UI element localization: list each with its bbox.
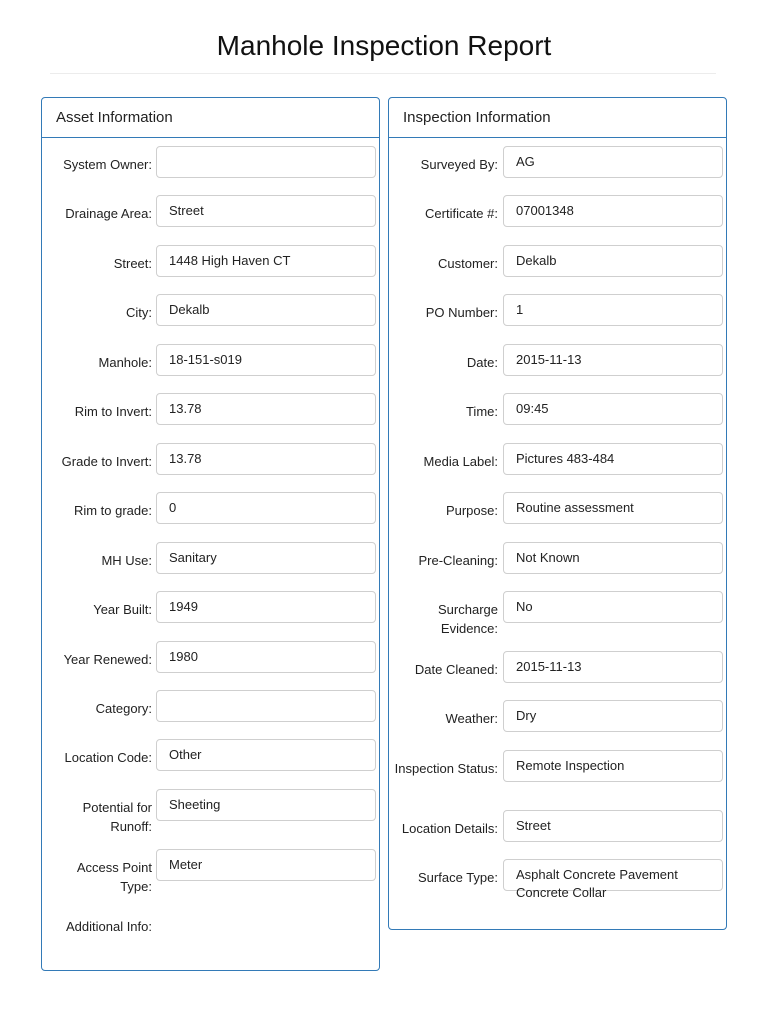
weather-field[interactable]: Dry [503, 700, 723, 732]
location-details-field[interactable]: Street [503, 810, 723, 842]
field-label: Inspection Status: [394, 761, 498, 776]
po-number-field[interactable]: 1 [503, 294, 723, 326]
category-field[interactable] [156, 690, 376, 722]
field-label: System Owner: [63, 157, 152, 172]
city-field[interactable]: Dekalb [156, 294, 376, 326]
customer-field[interactable]: Dekalb [503, 245, 723, 277]
title-divider [50, 73, 716, 74]
field-label: PO Number: [425, 305, 498, 320]
grade-to-invert-field[interactable]: 13.78 [156, 443, 376, 475]
access-point-type-field[interactable]: Meter [156, 849, 376, 881]
field-label: Potential for Runoff: [82, 800, 152, 834]
potential-for-runoff-field[interactable]: Sheeting [156, 789, 376, 821]
asset-information-panel [41, 97, 380, 971]
field-label: Additional Info: [65, 919, 152, 934]
rim-to-grade-field[interactable]: 0 [156, 492, 376, 524]
pre-cleaning-field[interactable]: Not Known [503, 542, 723, 574]
system-owner-field[interactable] [156, 146, 376, 178]
surface-type-field[interactable]: Asphalt Concrete Pavement Concrete Collar [503, 859, 723, 891]
year-built-field[interactable]: 1949 [156, 591, 376, 623]
field-label: Purpose: [445, 503, 498, 518]
field-label: City: [126, 305, 152, 320]
rim-to-invert-field[interactable]: 13.78 [156, 393, 376, 425]
field-label: Year Built: [93, 602, 152, 617]
field-label: Category: [95, 701, 152, 716]
date-cleaned-field[interactable]: 2015-11-13 [503, 651, 723, 683]
field-label: Location Details: [401, 821, 498, 836]
location-code-field[interactable]: Other [156, 739, 376, 771]
field-label: Drainage Area: [65, 206, 152, 221]
field-label: Customer: [438, 256, 498, 271]
page-title: Manhole Inspection Report [216, 30, 552, 61]
field-label: Rim to grade: [73, 503, 152, 518]
surveyed-by-field[interactable]: AG [503, 146, 723, 178]
field-label: Media Label: [423, 454, 498, 469]
manhole-field[interactable]: 18-151-s019 [156, 344, 376, 376]
media-label-field[interactable]: Pictures 483-484 [503, 443, 723, 475]
inspection-status-field[interactable]: Remote Inspection [503, 750, 723, 782]
field-label: MH Use: [101, 553, 152, 568]
surcharge-evidence-field[interactable]: No [503, 591, 723, 623]
field-label: Access Point Type: [76, 860, 152, 894]
field-label: Manhole: [98, 355, 152, 370]
field-label: Street: [113, 256, 152, 271]
mh-use-field[interactable]: Sanitary [156, 542, 376, 574]
date-field[interactable]: 2015-11-13 [503, 344, 723, 376]
field-label: Date Cleaned: [414, 662, 498, 677]
field-label: Certificate #: [425, 206, 498, 221]
field-label: Weather: [445, 711, 498, 726]
street-field[interactable]: 1448 High Haven CT [156, 245, 376, 277]
drainage-area-field[interactable]: Street [156, 195, 376, 227]
field-label: Grade to Invert: [61, 454, 152, 469]
inspection-information-panel [388, 97, 727, 930]
field-label: Rim to Invert: [74, 404, 152, 419]
field-label: Date: [466, 355, 498, 370]
field-label: Location Code: [64, 750, 152, 765]
field-label: Surveyed By: [420, 157, 498, 172]
year-renewed-field[interactable]: 1980 [156, 641, 376, 673]
field-label: Surcharge Evidence: [438, 602, 498, 636]
field-label: Time: [465, 404, 498, 419]
purpose-field[interactable]: Routine assessment [503, 492, 723, 524]
time-field[interactable]: 09:45 [503, 393, 723, 425]
inspection-panel-heading: Inspection Information [389, 98, 726, 138]
certificate-field[interactable]: 07001348 [503, 195, 723, 227]
field-label: Surface Type: [418, 870, 498, 885]
field-label: Year Renewed: [63, 652, 152, 667]
asset-panel-heading: Asset Information [42, 98, 379, 138]
field-label: Pre-Cleaning: [418, 553, 498, 568]
